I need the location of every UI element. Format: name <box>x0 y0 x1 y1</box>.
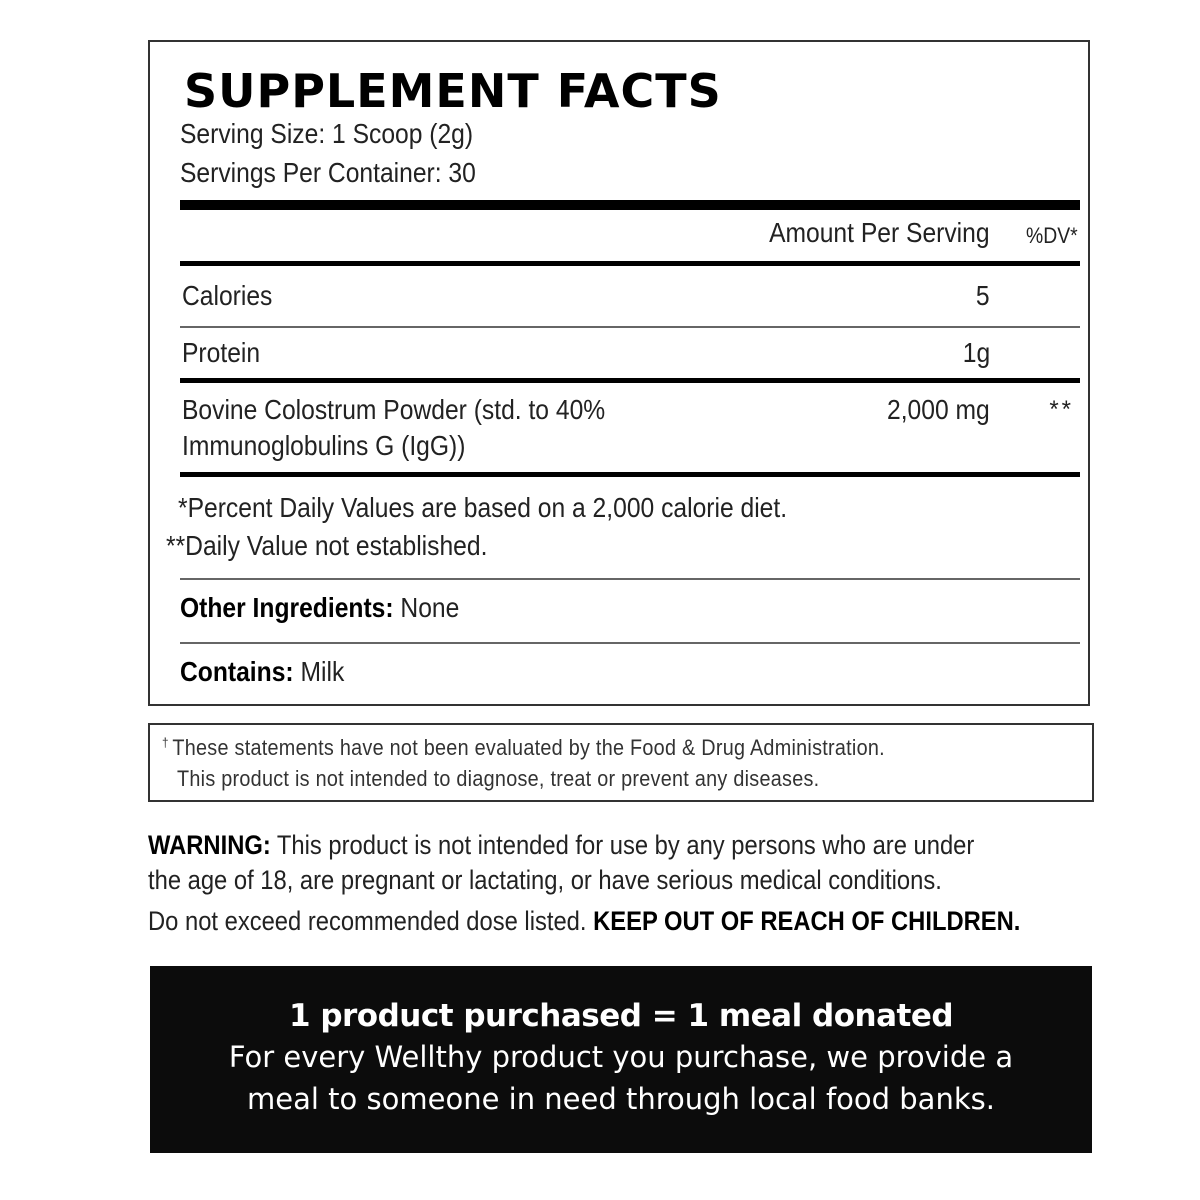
footnote-dv-not-established: **Daily Value not established. <box>166 530 488 561</box>
serving-size: Serving Size: 1 Scoop (2g) <box>180 118 474 149</box>
warning-label: WARNING: <box>148 830 271 860</box>
contains-value: Milk <box>300 656 345 687</box>
nutrient-name-line2: Immunoglobulins G (IgG)) <box>182 430 466 461</box>
facts-title: SUPPLEMENT FACTS <box>184 64 722 118</box>
nutrient-amount: 5 <box>976 280 990 311</box>
fda-text-1: These statements have not been evaluated by the Food & Drug Administration. <box>172 735 885 760</box>
warning-text-1: This product is not intended for use by any persons who are under <box>276 830 975 860</box>
servings-per-container: Servings Per Container: 30 <box>180 157 476 188</box>
fda-line-1 <box>162 735 885 761</box>
nutrient-name: Protein <box>182 337 261 368</box>
fda-disclaimer-box <box>148 723 1094 802</box>
nutrient-name: Calories <box>182 280 273 311</box>
other-ingredients-label: Other Ingredients: <box>180 592 394 623</box>
fda-line-2: This product is not intended to diagnose, treat or prevent any diseases. <box>177 766 820 791</box>
row-divider <box>180 578 1080 580</box>
banner-line-1: For every Wellthy product you purchase, we provide a <box>228 1040 1014 1074</box>
section-divider <box>180 472 1080 477</box>
warning-emphasis: KEEP OUT OF REACH OF CHILDREN. <box>593 906 1021 936</box>
warning-line-1 <box>148 830 974 861</box>
nutrient-amount: 2,000 mg <box>887 394 990 425</box>
footnote-percent-dv: *Percent Daily Values are based on a 2,000 calorie diet. <box>178 492 788 523</box>
row-divider <box>180 326 1080 328</box>
nutrient-dv: ** <box>1049 396 1074 423</box>
column-header-row <box>180 217 1080 257</box>
warning-line-2: the age of 18, are pregnant or lactating, or have serious medical conditions. <box>148 865 942 895</box>
warning-line-3 <box>148 906 1020 937</box>
banner-headline: 1 product purchased = 1 meal donated <box>288 998 954 1034</box>
supplement-facts-panel <box>148 40 1090 706</box>
banner-line-2: meal to someone in need through local food banks. <box>247 1082 995 1116</box>
nutrient-amount: 1g <box>962 337 990 368</box>
header-daily-value: %DV* <box>1026 223 1078 248</box>
nutrient-name-line1: Bovine Colostrum Powder (std. to 40% <box>182 394 606 425</box>
header-amount-per-serving: Amount Per Serving <box>769 217 990 248</box>
section-divider <box>180 378 1080 383</box>
row-divider <box>180 642 1080 644</box>
dagger-mark: † <box>162 735 169 750</box>
donation-banner <box>150 966 1092 1153</box>
other-ingredients <box>180 592 459 624</box>
thick-divider <box>180 200 1080 210</box>
contains <box>180 656 344 688</box>
contains-label: Contains: <box>180 656 294 687</box>
header-divider <box>180 261 1080 266</box>
other-ingredients-value: None <box>400 592 460 623</box>
warning-text-3: Do not exceed recommended dose listed. <box>148 906 587 936</box>
